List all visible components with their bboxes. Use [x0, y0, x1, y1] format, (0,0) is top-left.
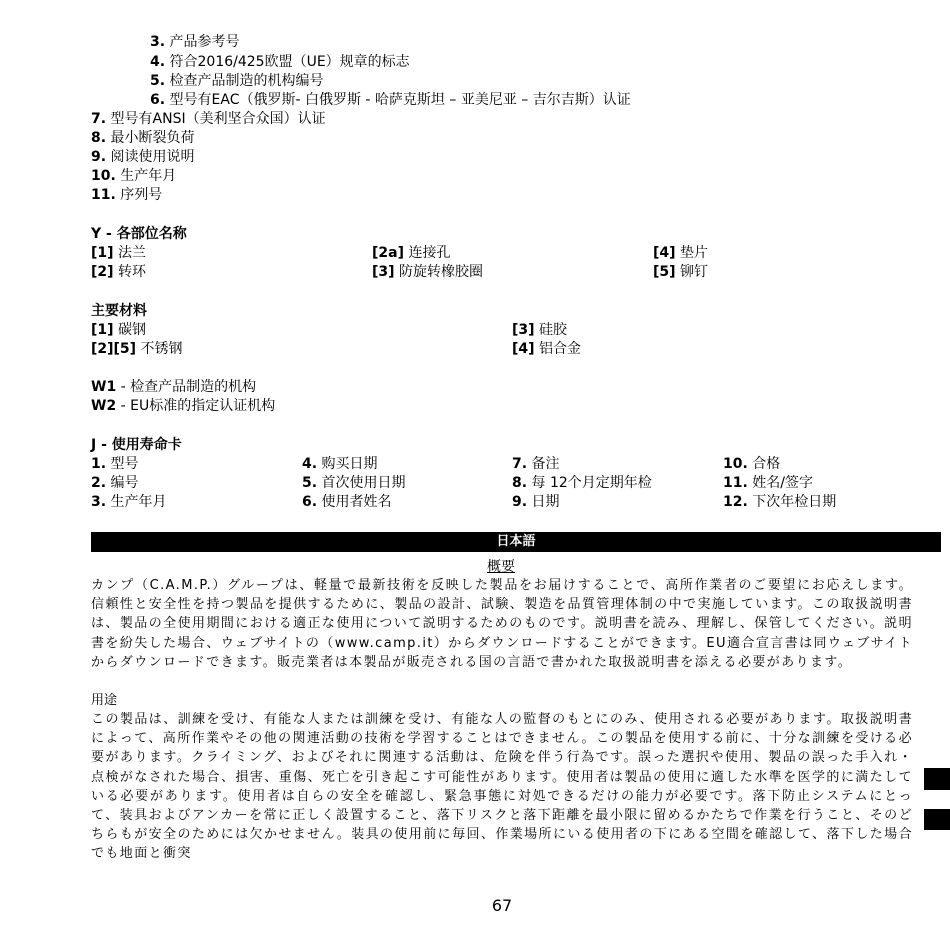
- list-item: 9. 阅读使用说明: [91, 149, 195, 165]
- materials-item: [4] 铝合金: [512, 341, 581, 357]
- list-item: 5. 检查产品制造的机构编号: [150, 73, 324, 89]
- list-item: 11. 序列号: [91, 187, 163, 203]
- lifecard-item: 4. 购买日期: [302, 456, 378, 472]
- parts-item: [1] 法兰: [91, 245, 146, 261]
- lifecard-item: 3. 生产年月: [91, 494, 167, 510]
- usage-paragraph: この製品は、訓練を受け、有能な人または訓練を受け、有能な人の監督のもとにのみ、使用される必要があります。取扱説明書によって、高所作業やその他の関連活動の技術を学習することはできません。この製品を使用する前に、十分な訓練を受ける必要があります。クライミング、およびそれに関連する活動は、危険を伴う行為です。誤った選択や使用、製品の誤った手入れ・点検がなされた場合、損害、重傷、死亡を引き起こす可能性があります。使用者は製品の使用に適した水準を医学的に満たしている必要があります。使用者は自らの安全を確認し、緊急事態に対処できるだけの能力が必要です。落下防止システムにとって、装具およびアンカーを常に正しく設置すること、落下リスクと落下距離を最小限に留めるかたちで作業を行うこと、そのどちらもが安全のためには欠かせません。装具の使用前に毎回、作業場所にいる使用者の下にある空間を確認して、落下した場合でも地面と衝突: [91, 712, 913, 862]
- lifecard-item: 1. 型号: [91, 456, 139, 472]
- usage-label: 用途: [91, 693, 118, 708]
- parts-item: [2] 转环: [91, 264, 146, 280]
- section-title: 概要: [487, 559, 515, 575]
- overview-paragraph: カンプ（C.A.M.P.）グループは、軽量で最新技術を反映した製品をお届けすることで、高所作業者のご要望にお応えします。信頼性と安全性を持つ製品を提供するために、製品の設計、試験、製造を品質管理体制の中で実施しています。この取扱説明書は、製品の全使用期間における適正な使用について説明するためのものです。説明書を読み、理解し、保管してください。説明書を紛失した場合、ウェブサイトの（www.camp.it）からダウンロードすることができます。EU適合宣言書は同ウェブサイトからダウンロードできます。販売業者は本製品が販売される国の言語で書かれた取扱説明書を添える必要があります。: [91, 578, 913, 670]
- lifecard-item: 9. 日期: [512, 494, 560, 510]
- materials-item: [2][5] 不锈钢: [91, 341, 183, 357]
- parts-item: [2a] 连接孔: [372, 245, 451, 261]
- lifecard-item: 2. 编号: [91, 475, 139, 491]
- side-tab-marker: [924, 809, 950, 830]
- list-item: 4. 符合2016/425欧盟（UE）规章的标志: [150, 54, 410, 70]
- lifecard-item: 11. 姓名/签字: [723, 475, 813, 491]
- side-tab-marker: [924, 768, 950, 790]
- lifecard-heading: J - 使用寿命卡: [91, 437, 182, 453]
- parts-item: [4] 垫片: [653, 245, 708, 261]
- lifecard-item: 6. 使用者姓名: [302, 494, 392, 510]
- lifecard-item: 8. 每 12个月定期年检: [512, 475, 652, 491]
- list-item: 7. 型号有ANSI（美利坚合众国）认证: [91, 111, 326, 127]
- body-item: W1 - 检查产品制造的机构: [91, 379, 257, 395]
- materials-item: [3] 硅胶: [512, 322, 567, 338]
- lifecard-item: 10. 合格: [723, 456, 781, 472]
- list-item: 3. 产品参考号: [150, 34, 240, 50]
- lifecard-item: 7. 备注: [512, 456, 560, 472]
- list-item: 6. 型号有EAC（俄罗斯- 白俄罗斯 - 哈萨克斯坦 – 亚美尼亚 – 吉尔吉斯）认证: [150, 92, 631, 108]
- parts-item: [3] 防旋转橡胶圈: [372, 264, 483, 280]
- parts-item: [5] 铆钉: [653, 264, 708, 280]
- body-item: W2 - EU标准的指定认证机构: [91, 398, 276, 414]
- parts-heading: Y - 各部位名称: [91, 226, 187, 242]
- language-bar: 日本語: [91, 532, 941, 552]
- list-item: 10. 生产年月: [91, 168, 177, 184]
- lifecard-item: 12. 下次年检日期: [723, 494, 837, 510]
- materials-item: [1] 碳钢: [91, 322, 146, 338]
- lifecard-item: 5. 首次使用日期: [302, 475, 406, 491]
- materials-heading: 主要材料: [91, 303, 147, 319]
- page-number: 67: [491, 896, 513, 915]
- list-item: 8. 最小断裂负荷: [91, 130, 195, 146]
